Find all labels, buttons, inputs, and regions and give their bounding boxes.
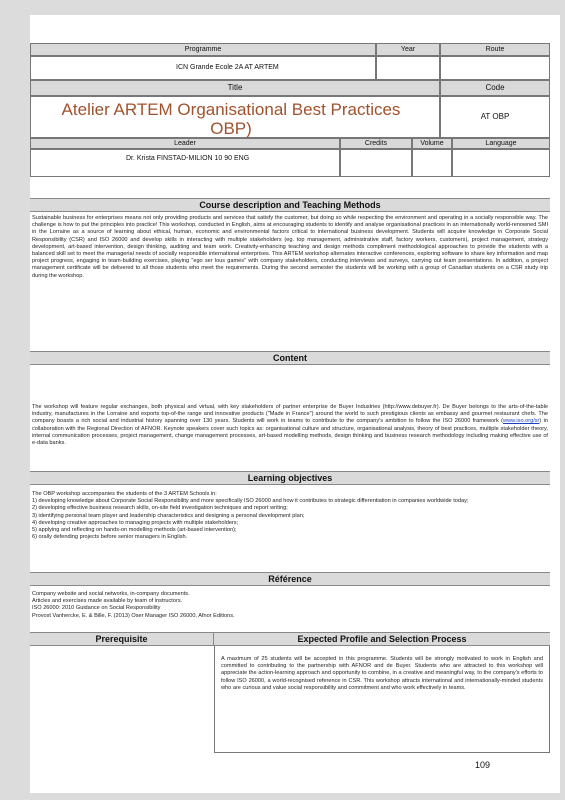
volume-label: Volume xyxy=(412,138,452,149)
objectives-line: 6) orally defending projects before senior managers in English. xyxy=(32,534,188,541)
content-text xyxy=(32,404,548,447)
profile-cell xyxy=(214,646,550,753)
document-page xyxy=(30,15,560,793)
title-cell xyxy=(30,96,440,138)
language-label: Language xyxy=(452,138,550,149)
reference-line: Articles and exercises made available by team of instructors. xyxy=(32,598,183,605)
reference-list xyxy=(32,591,548,620)
reference-line: Provost Vanhercke, E. & Bille, F. (2013) Oser Manager ISO 26000, Afnor Editions. xyxy=(32,612,235,619)
objectives-line: 5) applying and reflecting on hands-on modelling methods (art-based intervention); xyxy=(32,527,237,534)
credits-label: Credits xyxy=(340,138,412,149)
objectives-line: 3) identifying personal team player and leadership characteristics and designing a personal development plan; xyxy=(32,512,305,519)
title-label: Title xyxy=(30,80,440,96)
leader-value: Dr. Krista FINSTAD-MILION 10 90 ENG xyxy=(30,149,340,177)
profile-heading: Expected Profile and Selection Process xyxy=(214,632,550,646)
objectives-line: 4) developing creative approaches to managing projects with multiple stakeholders; xyxy=(32,519,239,526)
year-value xyxy=(376,56,440,80)
route-label: Route xyxy=(440,43,550,56)
objectives-line: The OBP workshop accompanies the students of the 3 ARTEM Schools in: xyxy=(32,491,217,497)
code-value: AT OBP xyxy=(440,96,550,138)
objectives-heading: Learning objectives xyxy=(30,471,550,485)
route-value xyxy=(440,56,550,80)
code-label: Code xyxy=(440,80,550,96)
credits-value xyxy=(340,149,412,177)
content-heading: Content xyxy=(30,351,550,365)
year-label: Year xyxy=(376,43,440,56)
iso-link[interactable]: www.iso.org/sr xyxy=(503,418,540,425)
content-text-part2: ) in collaboration with the Regional Direction of AFNOR. Keynote speakers cover such topics as: organisational culture and structure, organisational analysis, theory of best practices, multiple stakeholder theory, internal communication processes, project management, change management processes, art-based modelling methods, design thinking and business research methodology including making effective use of e-data banks. xyxy=(32,418,549,447)
course-heading: Course description and Teaching Methods xyxy=(30,198,550,212)
programme-value: ICN Grande Ecole 2A AT ARTEM xyxy=(30,56,376,80)
reference-line: ISO 26000: 2010 Guidance on Social Responsibility xyxy=(32,605,161,612)
reference-heading: Référence xyxy=(30,572,550,586)
programme-label: Programme xyxy=(30,43,376,56)
prerequisite-heading: Prerequisite xyxy=(30,632,214,646)
reference-line: Company website and social networks, in-company documents. xyxy=(32,591,190,597)
objectives-line: 1) developing knowledge about Corporate Social Responsibility and more specifically ISO 26000 and how it contributes to strategic differentiation in companies worldwide today; xyxy=(32,498,469,505)
leader-label: Leader xyxy=(30,138,340,149)
course-text: Sustainable business for enterprises means not only providing products and services that satisfy the customer, but doing so while respecting the environment and operating in a socially responsible way. The challenge is how to put the principles into practice! This workshop, conducted in English, aims at encouraging students to identify and analyse organisational practices in an internationally world-renowned SMI in the Lorraine as a source of learning about ethical, human, economic and environmental factors critical to international business development. Students will acquire knowledge in Corporate Social Responsibility (CSR) and ISO 26000 and develop skills in interacting with multiple stakeholders (eg. top management, administrative staff, factory workers, customers), project management, strategy development, art-based intervention, design thinking, auditing and team work. Creativity-enhancing teaching and design methods compliment methodological approaches to provide the students with a balanced skill set to meet the managerial needs of socially responsible international enterprises. This ARTEM workshop alternates interactive conferences, exploring software to share key information and map project progress, engaging in team-building exercises, playing "ego ser lous games" with company stakeholders, conducting interviews and surveys, carrying out team presentations. In addition, a project management certificate will be delivered to all those students who meet the requirements. During the second semester the students will be working with a group of Canadian students on a CSR study trip during the workshop. xyxy=(32,215,548,279)
volume-value xyxy=(412,149,452,177)
objectives-line: 2) developing effective business research skills, on-site field investigation techniques and report writing; xyxy=(32,505,288,512)
content-text-part1: The workshop will feature regular exchanges, both physical and virtual, with key stakeholders of partner enterprise de Buyer Industries (http://www.debuyer.fr). De Buyer belongs to the arts-of-the-table industry, manufactures in the Lorraine and exports top-of-the range and innovative products ("Made in France") around the world to such prestigious clients as embassy and gourmet restaurant chefs. The company boasts a rich social and industrial history spanning over 130 years. Students will work in teams to contribute to the company's ambition to follow the ISO 26000 framework ( xyxy=(32,404,548,425)
objectives-list xyxy=(32,491,548,541)
page-number: 109 xyxy=(475,760,491,770)
profile-text: A maximum of 25 students will be accepted in this programme. Students will be strongly motivated to work in English and committed to contributing to the partnership with AFNOR and de Buyer. Students who are attracted to this workshop will appreciate the action-learning approach and opportunity to combine, in a creative and meaningful way, to the company's efforts to follow ISO 26000, a world-recognised reference in CSR. This workshop attracts international and internationally-minded students who are curious and value social responsibility and commitment and who work effectively in teams. xyxy=(221,656,543,691)
language-value xyxy=(452,149,550,177)
course-title: Atelier ARTEM Organisational Best Practices OBP) xyxy=(61,100,401,138)
